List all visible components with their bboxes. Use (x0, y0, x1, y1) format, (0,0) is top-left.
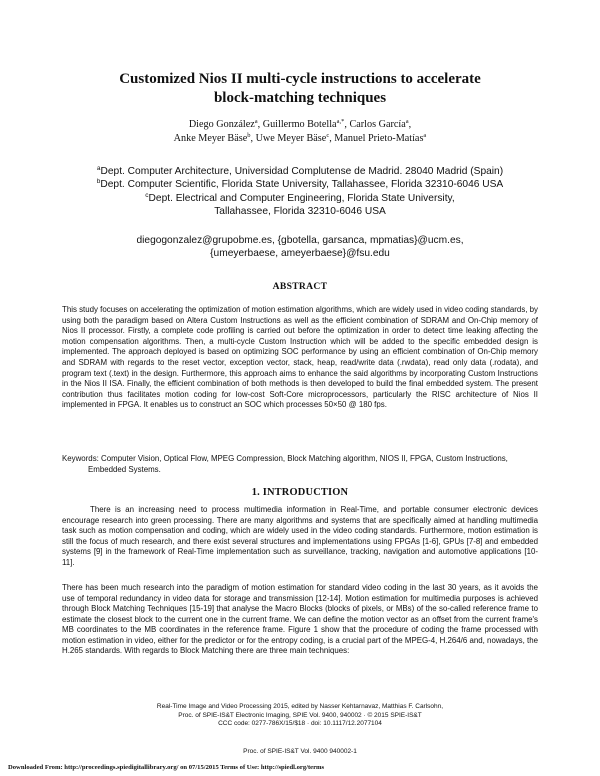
title-line-1: Customized Nios II multi-cycle instructions to accelerate (119, 71, 481, 87)
affil-text: Dept. Electrical and Computer Engineering, Florida State University, (148, 192, 455, 204)
intro-paragraph-2: There has been much research into the paradigm of motion estimation for standard video coding in the last 30 years, as it avoids the use of temporal redundancy in video data for storage and transmission [12-14]. Motion estimation for multimedia purposes is achieved through Block Matching Techniques [15-19] that analyse the Macro Blocks (blocks of pixels, or MBs) of the so-called reference frame to estimate the closest block to the current one in the current frame. We can define the motion vector as an offset from the current frame's MB coordinates to the MB coordinates in the reference frame. Figure 1 show that the procedure of coding the frame processed with motion estimation in video, either for the predictor or for the entropy coding, is a crucial part of the MPEG-4, H.264/6 and, nowadays, the H.265 standards. With regards to Block Matching there are three main techniques: (62, 583, 538, 655)
proceedings-line-2: Proc. of SPIE-IS&T Electronic Imaging, SPIE Vol. 9400, 940002 · © 2015 SPIE-IS&T (178, 711, 422, 719)
author-name: Uwe Meyer Bäse (255, 132, 327, 144)
proceedings-line-1: Real-Time Image and Video Processing 2015, edited by Nasser Kehtarnavaz, Matthias F. Carlsohn, (156, 703, 444, 710)
email-list (40, 234, 560, 261)
author-affil-sup: a (254, 118, 258, 125)
abstract-heading: ABSTRACT (272, 281, 328, 292)
affiliation-list (40, 165, 560, 219)
affiliation-a (40, 165, 560, 178)
keywords-label: Keywords: (62, 454, 99, 463)
keywords (62, 454, 538, 475)
author-affil-sup: a (405, 118, 409, 125)
author-affil-sup: a,* (336, 118, 345, 125)
keywords-text: Computer Vision, Optical Flow, MPEG Compression, Block Matching algorithm, NIOS II, FPGA, Custom Instructions, Embedded Systems. (88, 454, 508, 474)
author-name: Manuel Prieto-Matías (334, 132, 424, 144)
affil-sup: a (96, 165, 101, 172)
author-list (40, 118, 560, 145)
author-name: Diego González (188, 119, 255, 130)
affiliation-b (40, 178, 560, 191)
affil-sup: c (145, 191, 149, 199)
author-name: Guillermo Botella (262, 119, 337, 130)
affiliation-c-cont: Tallahassee, Florida 32310-6046 USA (214, 206, 386, 218)
author-affil-sup: a (423, 131, 427, 139)
page-number: Proc. of SPIE-IS&T Vol. 9400 940002-1 (243, 748, 357, 755)
affil-sup: b (96, 178, 101, 186)
proceedings-info (0, 703, 600, 729)
author-affil-sup: b (247, 131, 251, 139)
affiliation-c (40, 192, 560, 205)
author-line-1: Diego González$^a$, Guillermo Botella$^{a,*}$, Carlos García$^a$, (188, 118, 412, 130)
paper-title (40, 70, 560, 108)
author-name: Anke Meyer Bäse (173, 132, 248, 144)
abstract-body: This study focuses on accelerating the optimization of motion estimation algorithms, which are widely used in video coding standards, by using both the paradigm based on Altera Custom Instructions as well as the efficient combination of SDRAM and On-Chip memory of Nios II processor. Firstly, a complete code profiling is carried out before the optimization in order to detect time leaking affecting the motion compensation algorithms. Then, a multi-cycle Custom Instruction which will be added to the specific embedded design is implemented. The approach deployed is based on optimizing SOC performance by using an efficient combination of On-Chip memory and SDRAM with regards to the reset vector, exception vector, stack, heap, read/write data (.rwdata), read only data (.rodata), and program text (.text) in the design. Furthermore, this approach aims to enhance the said algorithms by incorporating Custom Instructions in the Nios II ISA. Finally, the efficient combination of both methods is then developed to build the final embedded system. The present contribution thus facilitates motion coding for low-cost Soft-Core microprocessors, particularly the RISC architecture of Nios II implemented in FPGA. It enables us to construct an SOC which processes 50×50 @ 180 fps. (62, 305, 538, 410)
email-line-1: diegogonzalez@grupobme.es, {gbotella, garsanca, mpmatias}@ucm.es, (136, 235, 464, 246)
author-name: Carlos García (349, 119, 406, 130)
author-line-2: Anke Meyer Bäse$^b$, Uwe Meyer Bäse$^c$, Manuel Prieto-Matías$^a$ (173, 131, 427, 144)
proceedings-line-3: CCC code: 0277-786X/15/$18 · doi: 10.1117/12.2077104 (218, 720, 382, 727)
section-heading-introduction: 1. INTRODUCTION (251, 487, 349, 498)
affil-text: Dept. Computer Scientific, Florida State University, Tallahassee, Florida 32310-6046 USA (100, 179, 504, 191)
email-line-2: {umeyerbaese, ameyerbaese}@fsu.edu (210, 248, 390, 260)
author-affil-sup: c (326, 131, 330, 139)
affil-text: Dept. Computer Architecture, Universidad Complutense de Madrid. 28040 Madrid (Spain) (100, 166, 504, 177)
intro-paragraph-1: There is an increasing need to process multimedia information in Real-Time, and portable consumer electronic devices encourage research into green processing. There are many algorithms and systems that are specifically aimed at handling multimedia task such as motion compensation and coding, which are widely used in the video coding standards. Furthermore, motion estimation is still the focus of much research, and there exist several structures and implementations using FPGAs [1-6], GPUs [7-8] and embedded systems [9] in the framework of Real-Time implementation such as surveillance, tracking, navigation and automotive applications [10-11]. (62, 505, 538, 567)
title-line-2: block-matching techniques (213, 90, 387, 106)
download-terms-line: Downloaded From: http://proceedings.spiedigitallibrary.org/ on 07/15/2015 Terms of Use: http://spiedl.org/terms (8, 764, 325, 771)
